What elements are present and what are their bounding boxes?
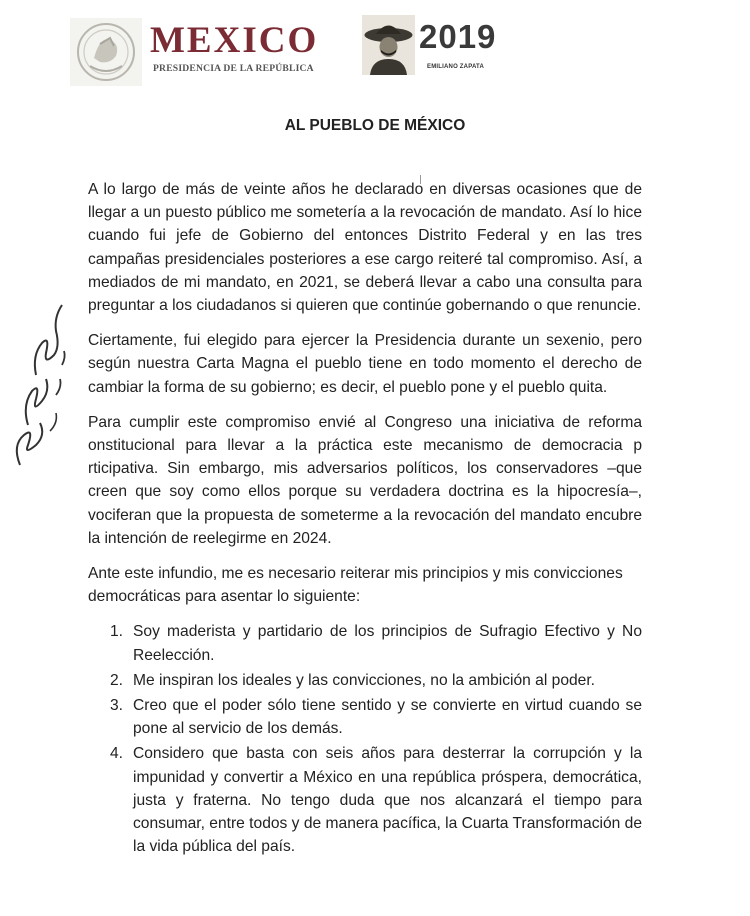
- list-number: 2.: [110, 671, 124, 689]
- coat-of-arms-icon: [70, 18, 142, 86]
- list-number: 1.: [110, 623, 124, 641]
- list-text: Me inspiran los ideales y las convicciones, no la ambición al poder.: [133, 671, 595, 689]
- list-text: Creo que el poder sólo tiene sentido y se convierte en virtud cuando se pone al servicio de los demás.: [133, 697, 642, 738]
- list-item: [88, 669, 642, 692]
- zapata-portrait-icon: [362, 15, 415, 75]
- paragraph: A lo largo de más de veinte años he declarado en diversas ocasiones que de llegar a un puesto público me sometería a la revocación de mandato. Así lo hice cuando fui jefe de Gobierno del entonces Distrito Federal y en las tres campañas presidenciales posteriores a ese cargo reiteré tal compromiso. Así, a mediados de mi mandato, en 2021, se deberá llevar a cabo una consulta para preguntar a los ciudadanos si quieren que continúe gobernando o que renuncie.: [88, 181, 642, 315]
- principles-list: [88, 620, 642, 858]
- list-number: 3.: [110, 697, 124, 715]
- year-subtitle: EMILIANO ZAPATA: [427, 64, 484, 70]
- paragraph: Ciertamente, fui elegido para ejercer la Presidencia durante un sexenio, pero según nuestra Carta Magna el pueblo tiene en todo momento el derecho de cambiar la forma de su gobierno; es decir, el pueblo pone y el pueblo quita.: [88, 332, 642, 396]
- year-label: 2019: [419, 18, 497, 55]
- paragraph: Ante este infundio, me es necesario reiterar mis principios y mis convicciones democráticas para asentar lo siguiente:: [88, 565, 623, 606]
- list-item: [88, 620, 642, 666]
- list-text: Considero que basta con seis años para desterrar la corrupción y la impunidad y convertir a México en una república próspera, democrática, justa y fraterna. No tengo duda que nos alcanzará el tiempo para consumar, entre todos y de manera pacífica, la Cuarta Transformación de la vida pública del país.: [133, 745, 642, 856]
- document-title: AL PUEBLO DE MÉXICO: [284, 117, 466, 134]
- letter-body: [88, 178, 642, 860]
- institution-subtitle: PRESIDENCIA DE LA REPÚBLICA: [153, 63, 314, 74]
- handwritten-signature-icon: [6, 295, 86, 470]
- list-number: 4.: [110, 745, 124, 763]
- paragraph: Para cumplir este compromiso envié al Congreso una iniciativa de reforma onstitucional para llevar a la práctica este mecanismo de democracia p rticipativa. Sin embargo, mis adversarios políticos, los conservadores –que creen que soy como ellos porque su verdadera doctrina es la hipocresía–, vociferan que la propuesta de someterme a la revocación del mandato encubre la intención de reelegirme en 2024.: [88, 413, 642, 547]
- letterhead: [0, 0, 750, 100]
- institution-name: MEXICO: [150, 20, 319, 61]
- list-text: Soy maderista y partidario de los principios de Sufragio Efectivo y No Reelección.: [133, 623, 642, 664]
- list-item: [88, 742, 642, 858]
- list-item: [88, 694, 642, 740]
